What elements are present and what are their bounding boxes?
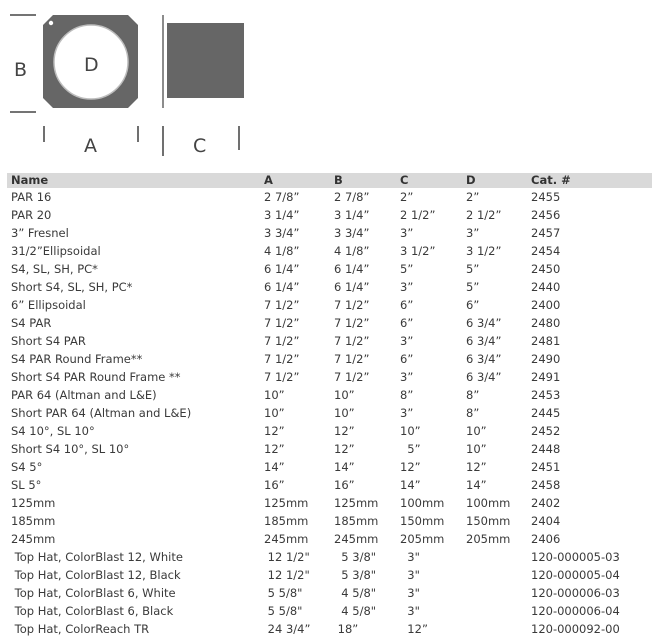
cell-c: 10” [400,424,421,438]
cell-b: 6 1/4” [334,280,370,294]
cell-cat: 2491 [531,370,561,384]
table-row [7,368,652,386]
table-row [7,458,652,476]
cell-b: 7 1/2” [334,334,370,348]
cell-d: 6 3/4” [466,370,502,384]
cell-cat: 120-000006-03 [531,586,620,600]
cell-cat: 2445 [531,406,561,420]
cell-cat: 2451 [531,460,561,474]
table-row [7,584,652,602]
cell-c: 6” [400,298,414,312]
cell-a: 5 5/8" [264,604,303,618]
header-d: D [466,173,476,187]
mounting-hole-shape [49,21,53,25]
cell-d: 6 3/4” [466,352,502,366]
cell-c: 3” [400,406,414,420]
cell-a: 12 1/2" [264,568,310,582]
cell-d: 10” [466,442,487,456]
cell-d: 6” [466,298,480,312]
cell-cat: 2440 [531,280,561,294]
cell-c: 100mm [400,496,445,510]
cell-d: 3” [466,226,480,240]
table-row [7,350,652,368]
cell-c: 6” [400,316,414,330]
cell-cat: 2450 [531,262,561,276]
cell-c: 150mm [400,514,445,528]
cell-a: 16” [264,478,285,492]
cell-d: 8” [466,406,480,420]
cell-c: 3” [400,226,414,240]
cell-a: 7 1/2” [264,370,300,384]
cell-name: Short S4 PAR Round Frame ** [11,370,181,384]
cell-a: 24 3/4” [264,622,311,636]
cell-name: SL 5° [11,478,42,492]
header-b: B [334,173,343,187]
cell-a: 12” [264,442,285,456]
cell-c: 3” [400,334,414,348]
table-row [7,602,652,620]
cell-a: 125mm [264,496,309,510]
table-header-row [7,173,652,188]
table-row [7,332,652,350]
cell-cat: 2402 [531,496,561,510]
cell-cat: 2453 [531,388,561,402]
table-row [7,188,652,206]
cell-cat: 2456 [531,208,561,222]
cell-cat: 2452 [531,424,561,438]
cell-cat: 2480 [531,316,561,330]
cell-a: 4 1/8” [264,244,300,258]
cell-c: 205mm [400,532,445,546]
cell-b: 6 1/4” [334,262,370,276]
header-cat: Cat. # [531,173,571,187]
cell-cat: 2481 [531,334,561,348]
cell-name: Short S4, SL, SH, PC* [11,280,133,294]
dimension-diagram-svg [0,0,657,165]
cell-c: 12” [400,460,421,474]
cell-c: 3” [400,370,414,384]
cell-name: 6” Ellipsoidal [11,298,86,312]
cell-b: 14” [334,460,355,474]
cell-name: Short PAR 64 (Altman and L&E) [11,406,192,420]
table-row [7,296,652,314]
cell-cat: 2406 [531,532,561,546]
table-row [7,476,652,494]
header-c: C [400,173,409,187]
cell-b: 12” [334,424,355,438]
cell-d: 8” [466,388,480,402]
cell-c: 3" [400,550,420,564]
cell-cat: 2454 [531,244,561,258]
cell-a: 6 1/4” [264,262,300,276]
cell-c: 5” [400,442,421,456]
header-a: A [264,173,273,187]
cell-c: 5” [400,262,414,276]
table-row [7,620,652,638]
cell-d: 2” [466,190,480,204]
cell-d: 100mm [466,496,511,510]
table-row [7,206,652,224]
cell-a: 12” [264,424,285,438]
cell-name: S4 PAR Round Frame** [11,352,143,366]
cell-b: 7 1/2” [334,316,370,330]
cell-name: Top Hat, ColorBlast 6, Black [11,604,174,618]
label-a: A [84,135,97,157]
cell-d: 5” [466,262,480,276]
table-row [7,566,652,584]
cell-b: 16” [334,478,355,492]
table-row [7,278,652,296]
cell-a: 10” [264,388,285,402]
table-row [7,548,652,566]
cell-a: 6 1/4” [264,280,300,294]
cell-name: Top Hat, ColorBlast 12, Black [11,568,181,582]
cell-b: 5 3/8" [334,568,377,582]
cell-d: 3 1/2” [466,244,502,258]
cell-cat: 2458 [531,478,561,492]
table-row [7,386,652,404]
cell-name: S4, SL, SH, PC* [11,262,98,276]
cell-name: Top Hat, ColorBlast 6, White [11,586,176,600]
cell-cat: 120-000006-04 [531,604,620,618]
cell-name: Top Hat, ColorBlast 12, White [11,550,183,564]
table-row [7,260,652,278]
cell-name: PAR 64 (Altman and L&E) [11,388,157,402]
cell-b: 10” [334,406,355,420]
table-row [7,404,652,422]
cell-b: 10” [334,388,355,402]
cell-name: Short S4 PAR [11,334,86,348]
cell-a: 14” [264,460,285,474]
cell-cat: 2490 [531,352,561,366]
cell-c: 3" [400,586,420,600]
cell-cat: 120-000005-03 [531,550,620,564]
cell-b: 125mm [334,496,379,510]
cell-name: 31/2”Ellipsoidal [11,244,101,258]
cell-b: 7 1/2” [334,352,370,366]
cell-d: 205mm [466,532,511,546]
cell-c: 3” [400,280,414,294]
cell-name: 3” Fresnel [11,226,69,240]
label-c: C [193,135,207,157]
cell-c: 2” [400,190,414,204]
cell-name: S4 PAR [11,316,52,330]
cell-a: 185mm [264,514,309,528]
label-d: D [84,54,99,76]
cell-a: 3 1/4” [264,208,300,222]
cell-name: 185mm [11,514,56,528]
cell-d: 14” [466,478,487,492]
cell-c: 3 1/2” [400,244,436,258]
cell-c: 2 1/2” [400,208,436,222]
cell-b: 5 3/8" [334,550,377,564]
cell-a: 12 1/2" [264,550,310,564]
cell-name: S4 5° [11,460,43,474]
cell-a: 245mm [264,532,309,546]
cell-cat: 2400 [531,298,561,312]
cell-name: Short S4 10°, SL 10° [11,442,130,456]
cell-d: 2 1/2” [466,208,502,222]
cell-b: 3 1/4” [334,208,370,222]
cell-b: 12” [334,442,355,456]
table-row [7,440,652,458]
cell-a: 5 5/8" [264,586,303,600]
cell-a: 10” [264,406,285,420]
cell-b: 185mm [334,514,379,528]
cell-d: 150mm [466,514,511,528]
cell-b: 245mm [334,532,379,546]
table-row [7,242,652,260]
cell-cat: 120-000092-00 [531,622,620,636]
label-b: B [14,59,28,81]
cell-cat: 2448 [531,442,561,456]
table-row [7,512,652,530]
cell-a: 7 1/2” [264,334,300,348]
cell-d: 6 3/4” [466,316,502,330]
cell-cat: 120-000005-04 [531,568,620,582]
cell-b: 7 1/2” [334,298,370,312]
cell-name: S4 10°, SL 10° [11,424,95,438]
cell-name: 125mm [11,496,56,510]
table-row [7,530,652,548]
cell-d: 6 3/4” [466,334,502,348]
table-body [7,188,652,638]
cell-c: 3" [400,568,420,582]
cell-b: 18” [334,622,359,636]
cell-c: 14” [400,478,421,492]
cell-name: PAR 20 [11,208,52,222]
table-row [7,494,652,512]
cell-a: 2 7/8” [264,190,300,204]
cell-b: 4 5/8" [334,586,377,600]
cell-b: 2 7/8” [334,190,370,204]
cell-c: 12” [400,622,428,636]
cell-name: 245mm [11,532,56,546]
cell-d: 10” [466,424,487,438]
cell-a: 7 1/2” [264,316,300,330]
cell-cat: 2457 [531,226,561,240]
table-row [7,422,652,440]
table-row [7,314,652,332]
cell-b: 7 1/2” [334,370,370,384]
cell-c: 8” [400,388,414,402]
header-name: Name [11,173,49,187]
cell-a: 7 1/2” [264,298,300,312]
side-profile-rect [167,23,244,98]
cell-b: 3 3/4” [334,226,370,240]
cell-cat: 2455 [531,190,561,204]
cell-d: 12” [466,460,487,474]
cell-b: 4 5/8" [334,604,377,618]
cell-name: Top Hat, ColorReach TR [11,622,150,636]
dimension-diagram [0,0,657,165]
cell-b: 4 1/8” [334,244,370,258]
table-row [7,224,652,242]
cell-a: 7 1/2” [264,352,300,366]
dimensions-table [7,173,652,638]
cell-c: 3" [400,604,420,618]
cell-a: 3 3/4” [264,226,300,240]
cell-name: PAR 16 [11,190,52,204]
cell-c: 6” [400,352,414,366]
cell-d: 5” [466,280,480,294]
cell-cat: 2404 [531,514,561,528]
